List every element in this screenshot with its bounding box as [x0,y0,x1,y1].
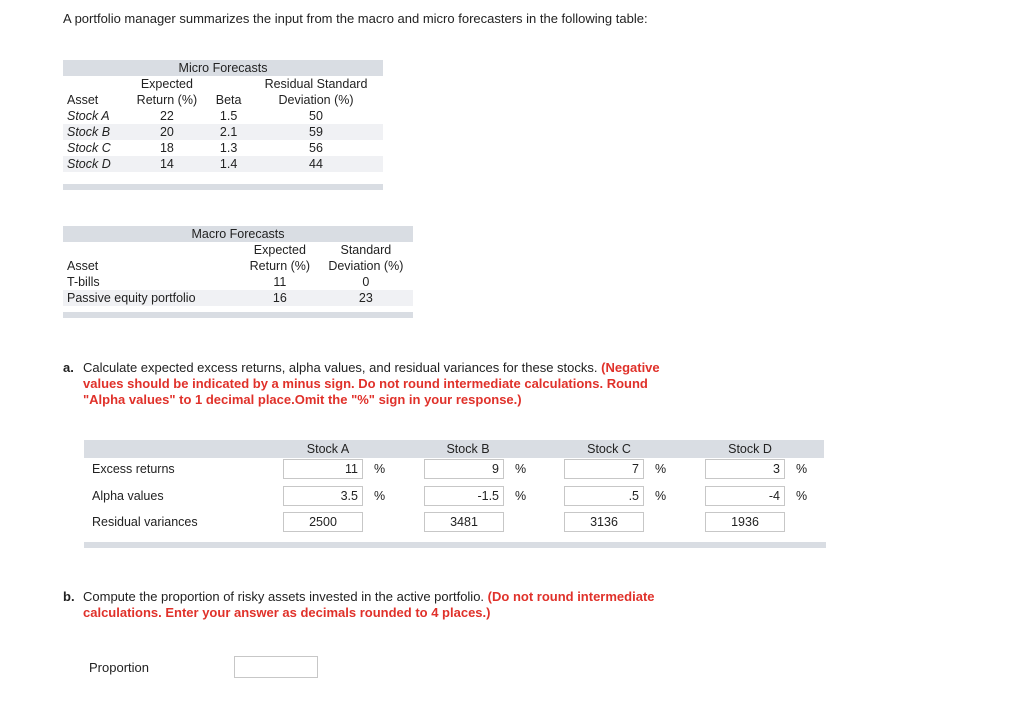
macro-header-expected-2: Return (%) [249,259,311,273]
micro-beta: 2.1 [208,124,249,140]
table-row [63,108,383,124]
proportion-input[interactable] [234,656,318,678]
micro-header-beta: Beta [215,93,242,107]
residual-variance-input-stock-d[interactable]: 1936 [705,512,785,532]
micro-title: Micro Forecasts [63,60,383,76]
micro-forecasts-table [63,60,383,190]
micro-header-resid-2: Deviation (%) [278,93,354,107]
table-row [63,156,383,172]
percent-sign: % [796,489,808,503]
table-divider [63,184,383,190]
micro-er: 20 [126,124,209,140]
question-a-instruction-1: (Negative [601,360,660,375]
percent-sign: % [796,462,808,476]
row-label-residual-variances: Residual variances [92,515,198,529]
residual-variance-input-stock-c[interactable]: 3136 [564,512,644,532]
micro-er: 18 [159,141,174,155]
micro-er: 14 [126,156,209,172]
alpha-input-stock-c[interactable]: .5 [564,486,644,506]
micro-header-asset: Asset [67,93,99,107]
percent-sign: % [655,462,667,476]
micro-beta: 1.4 [208,156,249,172]
alpha-input-stock-b[interactable]: -1.5 [424,486,504,506]
excess-return-input-stock-d[interactable]: 3 [705,459,785,479]
question-b [63,589,655,621]
row-label-excess-returns: Excess returns [92,462,175,476]
alpha-input-stock-a[interactable]: 3.5 [283,486,363,506]
percent-sign: % [374,462,386,476]
micro-sd: 56 [309,141,323,155]
question-a-instruction-2: values should be indicated by a minus sign. Do not round intermediate calculations. Round [83,376,648,391]
column-header-stock-b: Stock B [446,442,490,456]
micro-asset: Stock D [63,156,126,172]
excess-return-input-stock-a[interactable]: 11 [283,459,363,479]
column-header-stock-c: Stock C [587,442,631,456]
macro-er: 11 [273,275,287,289]
micro-sd: 59 [249,124,383,140]
question-a-text: Calculate expected excess returns, alpha values, and residual variances for these stocks. [83,360,598,375]
excess-return-input-stock-b[interactable]: 9 [424,459,504,479]
macro-title: Macro Forecasts [63,226,413,242]
percent-sign: % [374,489,386,503]
micro-asset: Stock C [67,141,111,155]
macro-er: 16 [241,290,319,306]
question-b-instruction-1: (Do not round intermediate [487,589,655,604]
macro-header-sd-1: Standard [340,243,392,257]
residual-variance-input-stock-b[interactable]: 3481 [424,512,504,532]
micro-header-resid-1: Residual Standard [264,77,368,91]
micro-beta: 1.3 [219,141,238,155]
row-label-alpha-values: Alpha values [92,489,164,503]
macro-header-asset: Asset [67,259,99,273]
percent-sign: % [655,489,667,503]
residual-variance-input-stock-a[interactable]: 2500 [283,512,363,532]
table-row [63,290,413,306]
micro-asset: Stock A [67,109,110,123]
question-b-text: Compute the proportion of risky assets invested in the active portfolio. [83,589,485,604]
intro-text: A portfolio manager summarizes the input from the macro and micro forecasters in the following table: [63,11,648,26]
answer-grid-divider [84,542,826,548]
table-row [63,274,413,290]
micro-header-expected-1: Expected [140,77,193,91]
macro-sd: 23 [319,290,413,306]
micro-er: 22 [159,109,174,123]
column-header-stock-d: Stock D [728,442,772,456]
micro-sd: 50 [309,109,323,123]
column-header-stock-a: Stock A [306,442,350,456]
micro-beta: 1.5 [219,109,238,123]
table-divider [63,312,413,318]
macro-header-sd-2: Deviation (%) [328,259,404,273]
macro-asset: Passive equity portfolio [63,290,241,306]
table-row [63,140,383,156]
excess-return-input-stock-c[interactable]: 7 [564,459,644,479]
alpha-input-stock-d[interactable]: -4 [705,486,785,506]
table-row [63,124,383,140]
question-a-label: a. [63,360,74,375]
macro-asset: T-bills [67,275,100,289]
percent-sign: % [515,489,527,503]
micro-header-expected-2: Return (%) [136,93,198,107]
question-a [63,360,660,408]
macro-forecasts-table [63,226,413,318]
micro-asset: Stock B [63,124,126,140]
question-a-instruction-3: "Alpha values" to 1 decimal place.Omit the "%" sign in your response.) [83,392,522,407]
percent-sign: % [515,462,527,476]
question-b-instruction-2: calculations. Enter your answer as decimals rounded to 4 places.) [83,605,491,620]
question-b-label: b. [63,589,75,604]
macro-header-expected-1: Expected [253,243,306,257]
macro-sd: 0 [362,275,370,289]
proportion-label: Proportion [89,660,149,675]
micro-sd: 44 [249,156,383,172]
